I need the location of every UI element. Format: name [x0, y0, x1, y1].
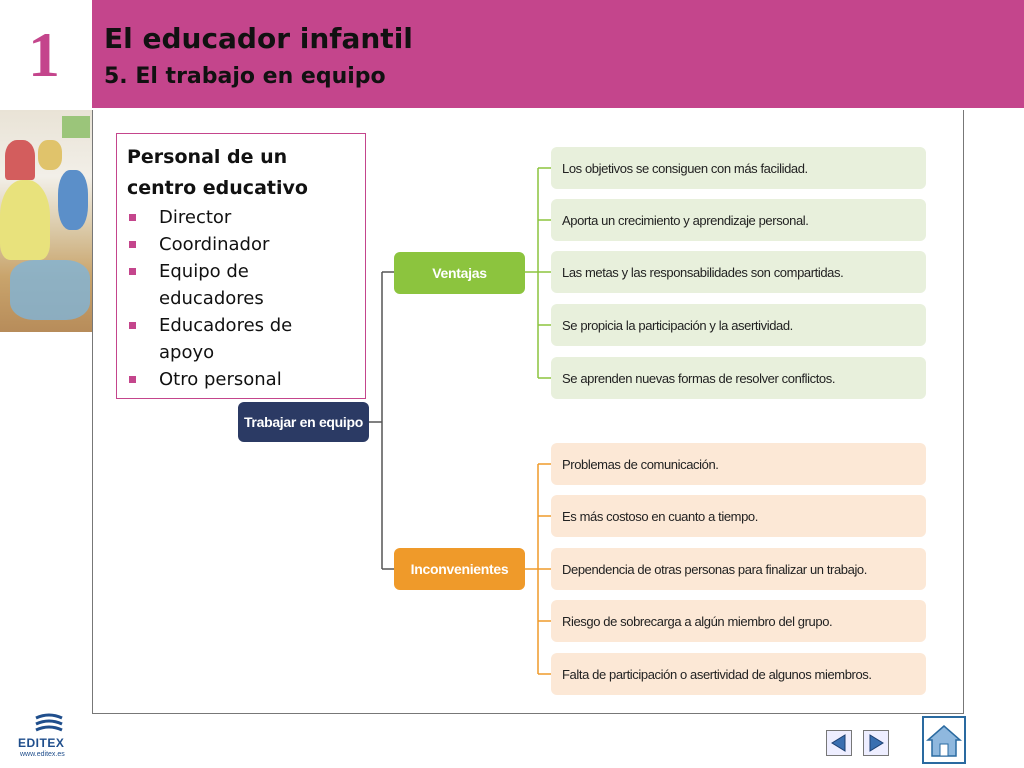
staff-box-title: Personal de un centro educativo	[127, 146, 308, 199]
ventaja-item: Aporta un crecimiento y aprendizaje personal.	[551, 199, 926, 241]
page-subtitle: 5. El trabajo en equipo	[104, 64, 386, 89]
bullet-icon	[129, 376, 136, 383]
editex-logo	[18, 712, 78, 762]
staff-list-item: Otro personal	[127, 366, 355, 393]
inconvenientes-node: Inconvenientes	[394, 548, 525, 590]
ventajas-node: Ventajas	[394, 252, 525, 294]
bullet-icon	[129, 322, 136, 329]
ventaja-item: Las metas y las responsabilidades son compartidas.	[551, 251, 926, 293]
staff-list-item: Equipo de educadores	[127, 258, 355, 312]
staff-list	[127, 204, 355, 393]
logo-name: EDITEX	[18, 736, 65, 750]
arrow-right-icon	[864, 731, 888, 755]
ventaja-item: Los objetivos se consiguen con más facilidad.	[551, 147, 926, 189]
bullet-icon	[129, 241, 136, 248]
logo-url: www.editex.es	[20, 751, 65, 758]
ventaja-item: Se propicia la participación y la asertividad.	[551, 304, 926, 346]
inconveniente-item: Riesgo de sobrecarga a algún miembro del grupo.	[551, 600, 926, 642]
editex-logo-icon	[32, 712, 66, 736]
diagram-root-node: Trabajar en equipo	[238, 402, 369, 442]
staff-list-item: Educadores de apoyo	[127, 312, 355, 366]
next-button[interactable]	[863, 730, 889, 756]
inconveniente-item: Es más costoso en cuanto a tiempo.	[551, 495, 926, 537]
previous-button[interactable]	[826, 730, 852, 756]
inconveniente-item: Falta de participación o asertividad de algunos miembros.	[551, 653, 926, 695]
inconveniente-item: Problemas de comunicación.	[551, 443, 926, 485]
page-title: El educador infantil	[104, 22, 413, 55]
chapter-number-box	[0, 0, 92, 108]
bullet-icon	[129, 268, 136, 275]
header-bar	[92, 0, 1024, 108]
chapter-number: 1	[28, 19, 60, 90]
classroom-photo	[0, 110, 92, 332]
staff-list-item: Coordinador	[127, 231, 355, 258]
home-icon	[924, 718, 964, 762]
staff-box	[116, 133, 366, 399]
bullet-icon	[129, 214, 136, 221]
home-button[interactable]	[922, 716, 966, 764]
ventaja-item: Se aprenden nuevas formas de resolver conflictos.	[551, 357, 926, 399]
arrow-left-icon	[827, 731, 851, 755]
inconveniente-item: Dependencia de otras personas para finalizar un trabajo.	[551, 548, 926, 590]
staff-list-item: Director	[127, 204, 355, 231]
